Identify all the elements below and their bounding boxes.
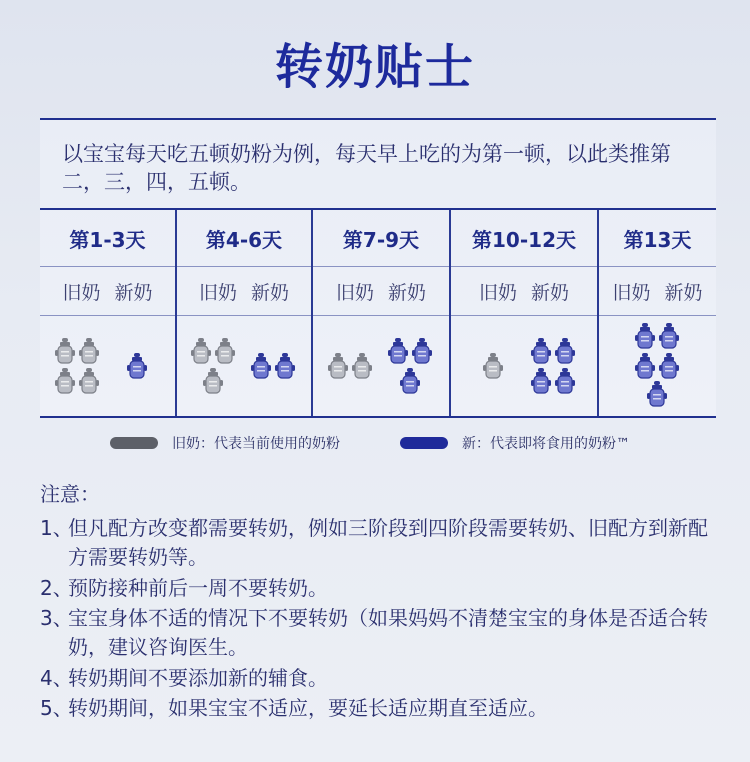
old-milk-bottle-icon — [55, 338, 75, 364]
milk-type-row — [40, 267, 716, 316]
new-milk-bottle-icon — [555, 368, 575, 394]
new-milk-label: 新奶 — [531, 281, 570, 304]
note-number: 1、 — [40, 516, 73, 540]
note-number: 3、 — [40, 606, 73, 630]
legend-new — [400, 433, 630, 453]
new-milk-bottle-icon — [647, 381, 667, 407]
old-milk-label: 旧奶 — [478, 281, 517, 304]
new-milk-bottle-icon — [659, 353, 679, 379]
old-milk-bottle-icon — [55, 368, 75, 394]
new-milk-bottle-icon — [275, 353, 295, 379]
old-milk-label: 旧奶 — [335, 281, 374, 304]
notes-title: 注意： — [40, 482, 100, 506]
bottle-group — [599, 316, 716, 416]
new-milk-label: 新奶 — [114, 281, 153, 304]
old-milk-bottle-icon — [191, 338, 211, 364]
new-milk-swatch-icon — [400, 437, 448, 449]
page-title: 转奶贴士 — [274, 39, 475, 95]
legend-old-text: 旧奶：代表当前使用的奶粉 — [172, 436, 340, 452]
new-milk-label: 新奶 — [388, 281, 427, 304]
note-item — [40, 664, 720, 693]
new-milk-bottle-icon — [531, 368, 551, 394]
top-divider — [40, 118, 716, 120]
bottle-group — [451, 316, 597, 416]
bottle-group — [313, 316, 449, 416]
day-range-header: 第13天 — [598, 210, 716, 267]
day-range-header: 第7-9天 — [312, 210, 450, 267]
note-item — [40, 574, 720, 603]
note-text: 转奶期间，如果宝宝不适应，要延长适应期直至适应。 — [68, 696, 548, 720]
old-milk-label: 旧奶 — [198, 281, 237, 304]
note-item — [40, 514, 720, 572]
day-range-header: 第10-12天 — [450, 210, 598, 267]
old-milk-swatch-icon — [110, 437, 158, 449]
old-milk-bottle-icon — [328, 353, 348, 379]
note-number: 4、 — [40, 666, 73, 690]
old-milk-bottle-icon — [483, 353, 503, 379]
new-milk-bottle-icon — [412, 338, 432, 364]
new-milk-bottle-icon — [531, 338, 551, 364]
old-milk-label: 旧奶 — [62, 281, 101, 304]
new-milk-bottle-icon — [555, 338, 575, 364]
legend-new-text: 新：代表即将食用的奶粉™ — [462, 436, 630, 452]
new-milk-bottle-icon — [659, 323, 679, 349]
old-milk-bottle-icon — [215, 338, 235, 364]
intro-text: 以宝宝每天吃五顿奶粉为例，每天早上吃的为第一顿，以此类推第二，三，四，五顿。 — [62, 142, 671, 194]
new-milk-label: 新奶 — [251, 281, 290, 304]
bottle-group — [177, 316, 311, 416]
new-milk-bottle-icon — [251, 353, 271, 379]
new-milk-bottle-icon — [400, 368, 420, 394]
new-milk-label: 新奶 — [664, 281, 703, 304]
old-milk-bottle-icon — [79, 368, 99, 394]
legend-old — [110, 433, 340, 453]
bottle-group — [40, 316, 175, 416]
note-item — [40, 604, 720, 662]
note-item — [40, 694, 720, 723]
new-milk-bottle-icon — [635, 353, 655, 379]
transition-schedule-table — [40, 210, 716, 416]
note-text: 宝宝身体不适的情况下不要转奶（如果妈妈不清楚宝宝的身体是否适合转奶，建议咨询医生。 — [68, 606, 708, 659]
note-text: 预防接种前后一周不要转奶。 — [68, 576, 328, 600]
old-milk-bottle-icon — [352, 353, 372, 379]
bottle-icon-row — [40, 316, 716, 417]
old-milk-bottle-icon — [203, 368, 223, 394]
day-range-header: 第1-3天 — [40, 210, 176, 267]
note-text: 但凡配方改变都需要转奶，例如三阶段到四阶段需要转奶、旧配方到新配方需要转奶等。 — [68, 516, 708, 569]
table-bottom-divider — [40, 416, 716, 418]
day-range-header: 第4-6天 — [176, 210, 312, 267]
note-text: 转奶期间不要添加新的辅食。 — [68, 666, 328, 690]
old-milk-label: 旧奶 — [612, 281, 651, 304]
old-milk-bottle-icon — [79, 338, 99, 364]
new-milk-bottle-icon — [127, 353, 147, 379]
new-milk-bottle-icon — [388, 338, 408, 364]
note-number: 5、 — [40, 696, 73, 720]
new-milk-bottle-icon — [635, 323, 655, 349]
day-header-row — [40, 210, 716, 267]
note-number: 2、 — [40, 576, 73, 600]
